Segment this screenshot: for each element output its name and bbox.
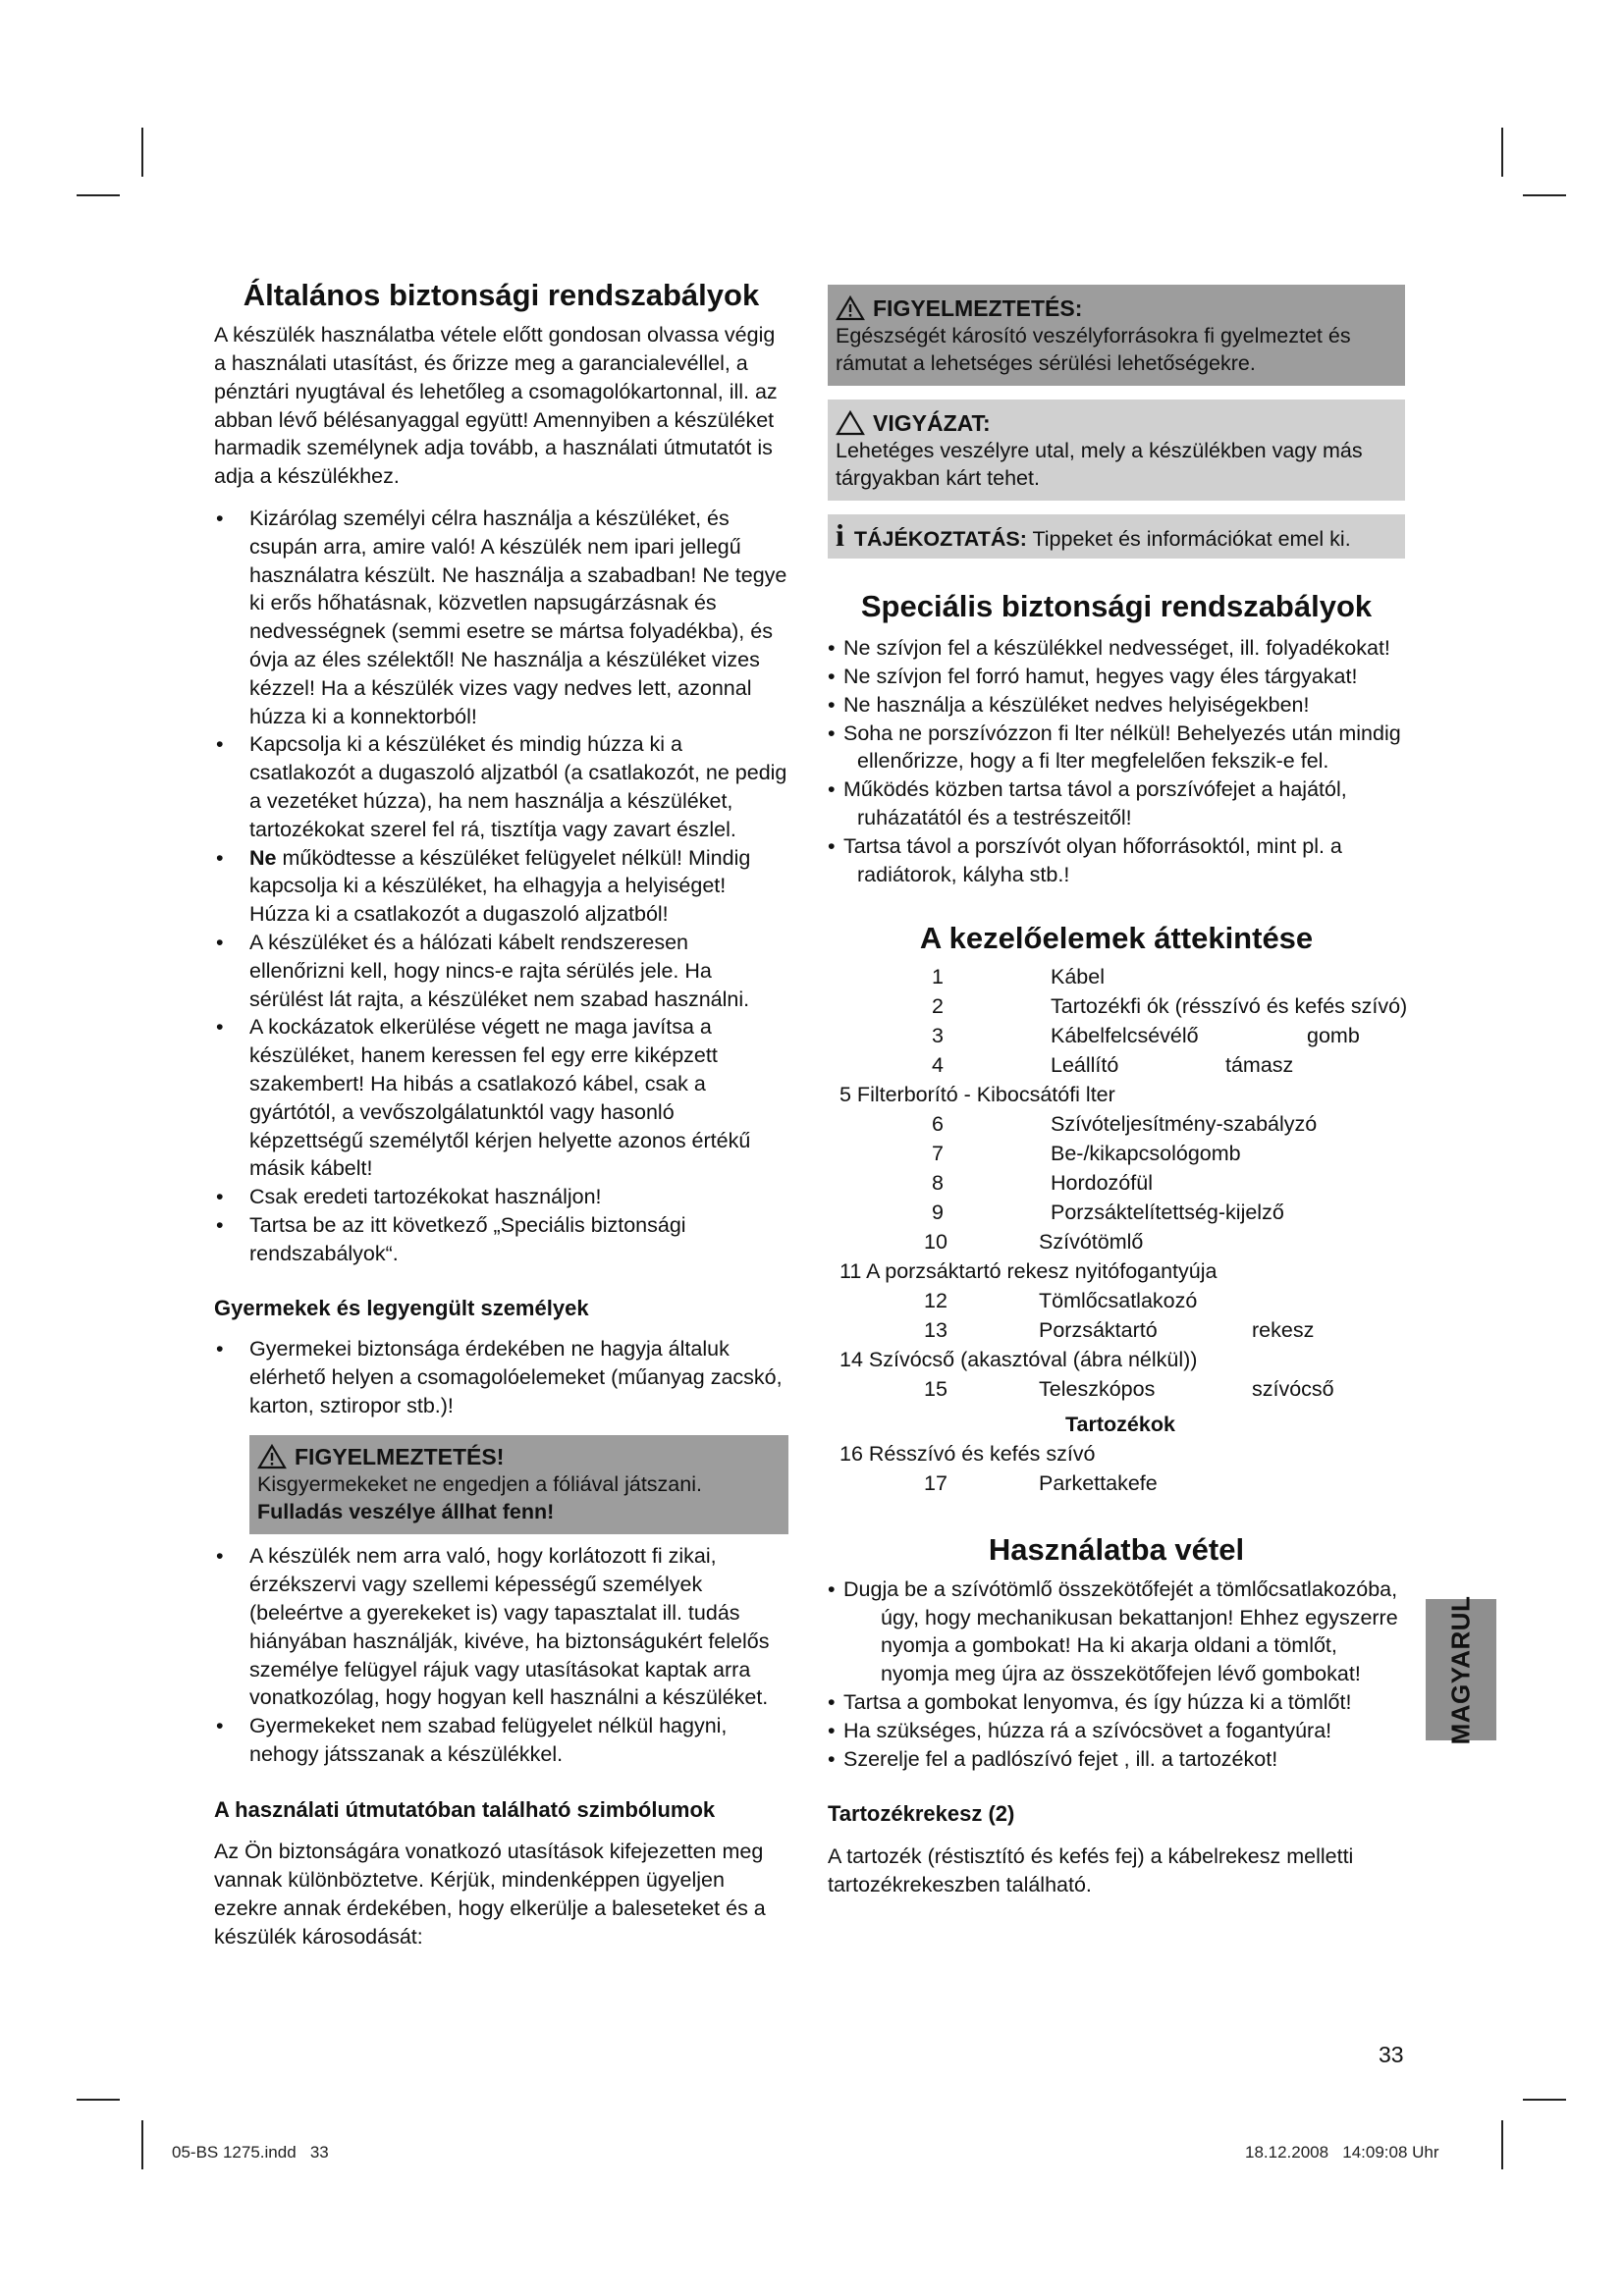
- list-item: • A kockázatok elkerülése végett ne maga javítsa a készüléket, hanem keressen fel egy erre kiképzett szakembert! Ha hibás a csatlakozó kábel, csak a gyártótól, a vevőszolgálatunktól vagy hasonló képzettségű személytől kérjen helyette azonos értékű másik kábelt!: [214, 1013, 788, 1183]
- component-label-extra: rekesz: [1252, 1317, 1315, 1342]
- list-item: • Ne használja a készüléket nedves helyiségekben!: [828, 691, 1405, 720]
- list-item: • A készülék nem arra való, hogy korlátozott fi zikai, érzékszervi vagy szellemi képességű személyek (beleértve a gyerekeket is) vagy tapasztalat ill. tudás hiányában használják, kivéve, ha biztonságukért felelős személye felügyel rájuk vagy utasításokat kaptak arra vonatkozólag, hogy hogyan kell használni a készüléket.: [214, 1542, 788, 1712]
- list-item: • Szerelje fel a padlószívó fejet , ill. a tartozékot!: [828, 1745, 1405, 1774]
- warning-box: [249, 1435, 788, 1534]
- warning-triangle-icon: [836, 295, 865, 321]
- component-number: 10: [924, 1229, 947, 1254]
- list-item: • Kapcsolja ki a készüléket és mindig húzza ki a csatlakozót a dugaszoló aljzatból (a csatlakozót, ne pedig a vezetéket húzza), ha nem használja a készüléket, tartozékokat szerel fel rá, tisztítja vagy zavart észlel.: [214, 730, 788, 843]
- component-label: Leállító: [1051, 1052, 1119, 1077]
- general-safety-list: [214, 505, 788, 1268]
- crop-mark: [1523, 2099, 1566, 2101]
- list-item: • Kizárólag személyi célra használja a készüléket, és csupán arra, amire való! A készülék nem ipari jellegű használatra készült. Ne használja a szabadban! Ne tegye ki erős hőhatásnak, közvetlen napsugárzásnak és nedvességnek (semmi esetre se mártsa folyadékba), és óvja az éles szélektől! Ne használja a készüléket vizes kézzel! Ha a készülék vizes vagy nedves lett, azonnal húzza ki a konnektorból!: [214, 505, 788, 730]
- children-heading: Gyermekek és legyengült személyek: [214, 1296, 589, 1321]
- component-label: Tömlőcsatlakozó: [1039, 1288, 1198, 1312]
- component-number: 3: [932, 1023, 944, 1047]
- crop-mark: [1501, 128, 1503, 177]
- caution-triangle-icon: [836, 410, 865, 436]
- list-item: • A készüléket és a hálózati kábelt rendszeresen ellenőrizni kell, hogy nincs-e rajta sérülés jele. Ha sérülést lát rajta, a készüléket nem szabad használni.: [214, 929, 788, 1013]
- list-item: • Tartsa a gombokat lenyomva, és így húzza ki a tömlőt!: [828, 1688, 1405, 1717]
- component-label: Kábel: [1051, 964, 1105, 988]
- warning-symbol-heading: FIGYELMEZTETÉS:: [836, 294, 1397, 322]
- warning-text: Kisgyermekeket ne engedjen a fóliával játszani. Fulladás veszélye állhat fenn!: [257, 1472, 702, 1524]
- list-item: • Ne szívjon fel a készülékkel nedvességet, ill. folyadékokat!: [828, 634, 1405, 663]
- component-label-extra: gomb: [1307, 1023, 1360, 1047]
- info-icon: i: [836, 517, 844, 553]
- accessory-compartment-heading: Tartozékrekesz (2): [828, 1801, 1015, 1827]
- first-use-title: Használatba vétel: [988, 1531, 1245, 1567]
- component-line: 11 A porzsáktartó rekesz nyitófogantyúja: [839, 1258, 1218, 1283]
- general-safety-title: Általános biztonsági rendszabályok: [243, 278, 760, 312]
- component-label: Teleszkópos: [1039, 1376, 1156, 1401]
- crop-mark: [1501, 2120, 1503, 2169]
- component-label: Porzsáktartó: [1039, 1317, 1158, 1342]
- controls-title: A kezelőelemek áttekintése: [919, 921, 1314, 956]
- controls-list: [828, 963, 1408, 1504]
- component-label: Hordozófül: [1051, 1170, 1153, 1195]
- symbols-paragraph: Az Ön biztonságára vonatkozó utasítások kifejezetten meg vannak különböztetve. Kérjük, mindenképpen ügyeljen ezekre annak érdekében, hogy elkerülje a baleseteket és a készülék károsodását:: [214, 1840, 766, 1949]
- caution-symbol-heading: VIGYÁZAT:: [836, 409, 1397, 437]
- component-label: Tartozékfi ók (résszívó és kefés szívó): [1051, 993, 1408, 1018]
- symbols-heading: A használati útmutatóban található szimbólumok: [214, 1796, 716, 1822]
- list-item: • Gyermekei biztonsága érdekében ne hagyja általuk elérhető helyen a csomagolóelemeket (műanyag zacskó, karton, sztiropor stb.)!: [214, 1335, 788, 1419]
- footer-file-info: 05-BS 1275.indd 33: [172, 2143, 329, 2162]
- children-list-b: [214, 1542, 788, 1768]
- info-symbol-box: [828, 514, 1405, 559]
- children-list-a: [214, 1335, 788, 1419]
- component-label-extra: szívócső: [1252, 1376, 1334, 1401]
- crop-mark: [77, 2099, 120, 2101]
- special-safety-title: Speciális biztonsági rendszabályok: [860, 589, 1373, 623]
- bold-word: Ne: [249, 845, 277, 870]
- list-item: • Gyermekeket nem szabad felügyelet nélkül hagyni, nehogy játsszanak a készülékkel.: [214, 1712, 788, 1769]
- component-number: 17: [924, 1470, 947, 1495]
- list-item: • Ne működtesse a készüléket felügyelet nélkül! Mindig kapcsolja ki a készüléket, ha elhagyja a helyiséget! Húzza ki a csatlakozót a dugaszoló aljzatból!: [214, 844, 788, 929]
- component-number: 13: [924, 1317, 947, 1342]
- warning-symbol-box: [828, 285, 1405, 386]
- list-item: • Tartsa távol a porszívót olyan hőforrásoktól, mint pl. a radiátorok, kályha stb.!: [828, 832, 1405, 889]
- warning-symbol-text: Egészségét károsító veszélyforrásokra fi gyelmeztet és rámutat a lehetséges sérülési lehetőségekre.: [836, 324, 1351, 375]
- component-label-extra: támasz: [1225, 1052, 1294, 1077]
- accessory-compartment-text: A tartozék (réstisztító és kefés fej) a kábelrekesz melletti tartozékrekeszben található.: [828, 1843, 1354, 1896]
- caution-symbol-text: Lehetéges veszélyre utal, mely a készülékben vagy más tárgyakban kárt tehet.: [836, 439, 1363, 490]
- caution-symbol-box: [828, 400, 1405, 501]
- component-number: 1: [932, 964, 944, 988]
- component-line: 5 Filterborító - Kibocsátófi lter: [839, 1082, 1115, 1106]
- crop-mark: [141, 2120, 143, 2169]
- first-use-list: [828, 1575, 1405, 1774]
- component-label: Be-/kikapcsológomb: [1051, 1141, 1241, 1165]
- component-label: Kábelfelcsévélő: [1051, 1023, 1199, 1047]
- warning-triangle-icon: [257, 1444, 287, 1469]
- list-item: • Csak eredeti tartozékokat használjon!: [214, 1183, 788, 1211]
- component-line: 16 Résszívó és kefés szívó: [839, 1441, 1096, 1466]
- list-item: • Működés közben tartsa távol a porszívófejet a hajától, ruházatától és a testrészeitől!: [828, 775, 1405, 832]
- list-item: • Soha ne porszívózzon fi lter nélkül! Behelyezés után mindig ellenőrizze, hogy a fi lter megfelelően fekszik-e fel.: [828, 720, 1405, 776]
- component-label: Szívóteljesítmény-szabályzó: [1051, 1111, 1318, 1136]
- component-label: Parkettakefe: [1039, 1470, 1158, 1495]
- language-tab: MAGYARUL: [1426, 1599, 1496, 1740]
- component-number: 12: [924, 1288, 947, 1312]
- component-number: 8: [932, 1170, 944, 1195]
- info-symbol-text: i TÁJÉKOZTATÁS: Tippeket és információkat emel ki.: [836, 517, 1351, 553]
- crop-mark: [141, 128, 143, 177]
- component-number: 6: [932, 1111, 944, 1136]
- right-column: [828, 285, 1408, 1899]
- special-safety-list: [828, 634, 1405, 888]
- component-number: 4: [932, 1052, 944, 1077]
- component-number: 2: [932, 993, 944, 1018]
- component-label: Porzsáktelítettség-kijelző: [1051, 1200, 1284, 1224]
- crop-mark: [1523, 194, 1566, 196]
- warning-heading: FIGYELMEZTETÉS!: [257, 1443, 781, 1470]
- component-line: 14 Szívócső (akasztóval (ábra nélkül)): [839, 1347, 1198, 1371]
- left-column: [214, 277, 788, 1951]
- list-item: • Dugja be a szívótömlő összekötőfejét a tömlőcsatlakozóba, úgy, hogy mechanikusan bekattanjon! Ehhez egyszerre nyomja a gombokat! Ha ki akarja oldani a tömlőt, nyomja meg újra az összekötőfejen lévő gombokat!: [828, 1575, 1405, 1688]
- footer-timestamp: 18.12.2008 14:09:08 Uhr: [1245, 2143, 1439, 2162]
- component-number: 9: [932, 1200, 944, 1224]
- list-item: • Ne szívjon fel forró hamut, hegyes vagy éles tárgyakat!: [828, 663, 1405, 691]
- page-number: 33: [1379, 2042, 1404, 2067]
- component-number: 15: [924, 1376, 947, 1401]
- component-label: Szívótömlő: [1039, 1229, 1144, 1254]
- component-number: 7: [932, 1141, 944, 1165]
- crop-mark: [77, 194, 120, 196]
- list-item: • Tartsa be az itt következő „Speciális biztonsági rendszabályok“.: [214, 1211, 788, 1268]
- intro-paragraph: A készülék használatba vétele előtt gondosan olvassa végig a használati utasítást, és őrizze meg a garancialevéllel, a pénztári nyugtával és lehetőleg a csomagolókartonnal, ill. az abban lévő bélésanyaggal együtt! Amennyiben a készüléket harmadik személynek adja tovább, a használati útmutatót is adja a készülékhez.: [214, 323, 778, 489]
- accessories-title: Tartozékok: [1065, 1412, 1175, 1436]
- list-item: • Ha szükséges, húzza rá a szívócsövet a fogantyúra!: [828, 1717, 1405, 1745]
